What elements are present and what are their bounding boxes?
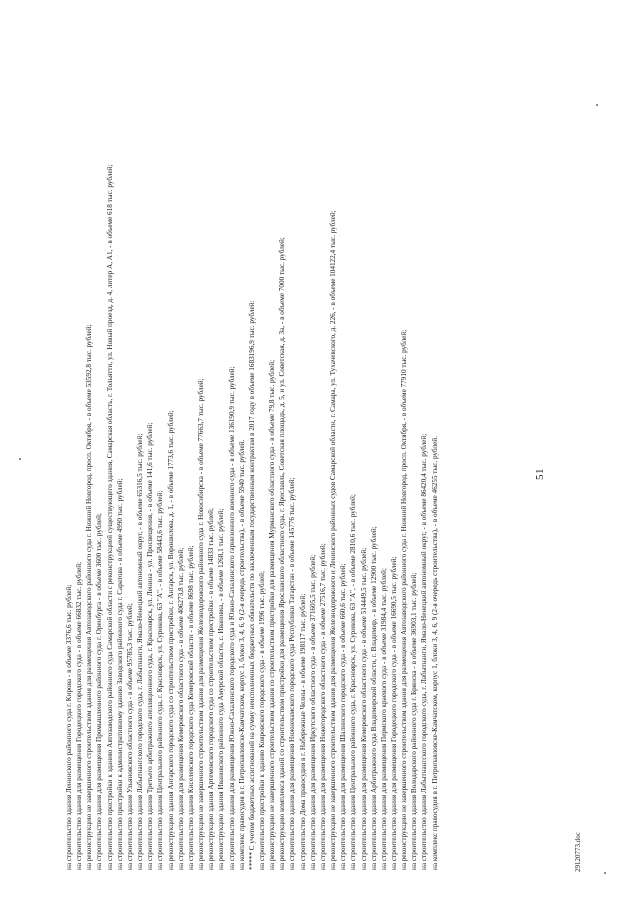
text-paragraph: на строительство здания Ульяновского областного суда - в объеме 95785,3 тыс. рублей; xyxy=(125,603,134,870)
text-paragraph: на комплекс правосудия в г. Петропавловске-Камчатском, корпус 1, блоки 3, 4, 6, 9 (2-я очередь строительства), - в объеме 5940 тыс. рублей. xyxy=(237,439,246,870)
text-paragraph: на строительство здания для размещения Промышленного районного суда г. Оренбурга - в объеме 3600 тыс. рублей; xyxy=(95,513,104,870)
text-paragraph: на строительство Дома правосудия в г. Набережные Челны - в объеме 198117 тыс. рублей; xyxy=(298,593,307,870)
text-paragraph: на строительство здания для размещения Нижегородского областного суда - в объеме 27516,7 тыс. рублей; xyxy=(318,543,327,870)
rotated-page-content xyxy=(50,40,590,880)
text-paragraph: на реконструкцию не завершенного строительством здания для размещения Автозаводского районного суда г. Нижний Новгород, просп. Октября, - в объеме 53592,8 тыс. рублей; xyxy=(85,324,94,870)
text-paragraph: на строительство здания Арбитражного суда Владимирской области, г. Владимир, - в объеме 12900 тыс. рублей; xyxy=(369,526,378,870)
text-paragraph: на реконструкцию не завершенного строительством здания для размещения Автозаводского районного суда г. Нижний Новгород, просп. Октября, - в объеме 77910 тыс. рублей; xyxy=(400,329,409,870)
text-paragraph: на строительство здания для размещения Городецкого городского суда - в объеме 66832 тыс. рублей; xyxy=(75,561,84,870)
text-paragraph: на строительство здания для размещения Нижнекамского городского суда Республики Татарстан - в объеме 145776 тыс. рублей; xyxy=(288,477,297,870)
text-paragraph: на строительство здания Третьего арбитражного апелляционного суда, г. Красноярск, ул. Ленина - ул. Просвещения, - в объеме 141,6 тыс. рублей; xyxy=(146,422,155,870)
text-paragraph: на строительство здания Киселевского городского суда Кемеровской области - в объеме 8698 тыс. рублей; xyxy=(186,545,195,870)
text-paragraph: на реконструкцию здания Ангарского городского суда со строительством пристройки, г. Ангарск, ул. Ворошилова, д. 1, - в объеме 1773,6 тыс. рублей; xyxy=(166,410,175,870)
page-number: 51 xyxy=(534,468,546,480)
text-paragraph: на строительство здания для размещения Шалинского городского суда - в объеме 660,6 тыс. рублей; xyxy=(339,563,348,870)
text-paragraph: на реконструкцию не завершенного строительством здания для размещения Железнодорожного районного суда г. Новосибирска - в объеме 77663,7 тыс. рублей; xyxy=(197,378,206,870)
text-paragraph: на строительство здания для размещения Кемеровского областного суда - в объеме 406273,8 тыс. рублей; xyxy=(176,547,185,870)
text-paragraph: на реконструкцию здания Ивановского районного суда Амурской области, с. Ивановка, - в объеме 1268,1 тыс. рублей; xyxy=(217,508,226,870)
text-paragraph: на строительство пристройки к зданию Автозаводского районного суда Самарской области с реконструкцией существующего здания, Самарская область, г. Тольятти, ул. Новый проезд, д. 4, литер А, А1, - в объеме 618 тыс. рублей; xyxy=(105,164,114,870)
text-paragraph: на строительство здания Лабытнангского городского суда, г. Лабытнанги, Ямало-Ненецкий автономный округ, - в объеме 86420,4 тыс. рублей; xyxy=(420,433,429,870)
text-paragraph: на реконструкцию комплекса зданий со строительством пристройки для размещения Ярославского областного суда, г. Ярославль, Советская площадь, д. 5, и ул. Советская, д. 3а, - в объеме 7000 тыс. рублей; xyxy=(278,237,287,870)
text-paragraph: на строительство здания Центрального районного суда, г. Красноярск, ул. Сурикова, 63 "А", - в объеме 58443,6 тыс. рублей; xyxy=(156,490,165,870)
text-paragraph: на строительство пристройки к административному зданию Заводского районного суда г. Саратова - в объеме 4990 тыс. рублей; xyxy=(115,478,124,870)
text-paragraph: на строительство здания для размещения Пермского краевого суда - в объеме 31984,4 тыс. рублей; xyxy=(379,568,388,870)
text-paragraph: на строительство здания для размещения Иркутского областного суда - в объеме 371605,5 тыс. рублей; xyxy=(308,554,317,870)
text-paragraph: на строительство здания Володарского районного суда г. Брянска - в объеме 36903,1 тыс. рублей; xyxy=(410,572,419,870)
text-paragraph: на строительство здания для размещения Городецкого городского суда - в объеме 16690,5 тыс. рублей; xyxy=(390,556,398,870)
text-paragraph: на строительство здания для размещения Кемеровского областного суда - в объеме 514449,5 тыс. рублей; xyxy=(359,547,368,870)
text-paragraph: на строительство здания Центрального районного суда, г. Красноярск, ул. Сурикова, 63 "А", - в объеме 2810,6 тыс. рублей; xyxy=(349,494,358,870)
scan-speck xyxy=(604,872,606,874)
scan-speck xyxy=(19,458,21,460)
document-body xyxy=(64,70,440,870)
text-paragraph: на комплекс правосудия в г. Петропавловске-Камчатском, корпус 1, блоки 3, 4, 6, 9 (2-я очередь строительства), - в объеме 46255 тыс. рублей. xyxy=(430,436,439,870)
text-paragraph: на строительство пристройки к зданию Ковровского городского суда - в объеме 1996 тыс. рублей; xyxy=(257,570,266,870)
text-paragraph: на строительство здания для размещения Южно-Сахалинского городского суда и Южно-Сахалинского гарнизонного военного суда - в объеме 136190,9 тыс. рублей; xyxy=(227,366,236,870)
document-file-code: 29120773.doc xyxy=(574,832,582,872)
text-paragraph: ***** С учетом бюджетных ассигнований на сумму неисполненных бюджетных обязательств по заключенным государственным контрактам в 2017 году в объеме 1683196,9 тыс. рублей: xyxy=(247,300,256,870)
text-paragraph: на реконструкцию не завершенного строительством здания для размещения Железнодорожного и Ленинского районных судов Самарской области, г. Самара, ул. Тухачевского, д. 226, - в объеме 104122,4 тыс. рублей; xyxy=(329,210,338,870)
text-paragraph: на реконструкцию не завершенного строительством здания со строительством пристройки для размещения Мурманского областного суда - в объеме 79,8 тыс. рублей; xyxy=(268,359,277,870)
text-paragraph: на строительство здания Ленинского районного суда г. Кирова - в объеме 3376,6 тыс. рублей; xyxy=(65,584,73,870)
text-paragraph: на строительство здания Лабытнангского городского суда, г. Лабытнанги, Ямало-Ненецкий автономный округ, - в объеме 65316,5 тыс. рублей; xyxy=(136,433,145,870)
scan-speck xyxy=(596,104,598,106)
text-paragraph: на реконструкцию здания Артемовского городского суда со строительством пристройки - в объеме 14833 тыс. рублей; xyxy=(207,507,216,870)
